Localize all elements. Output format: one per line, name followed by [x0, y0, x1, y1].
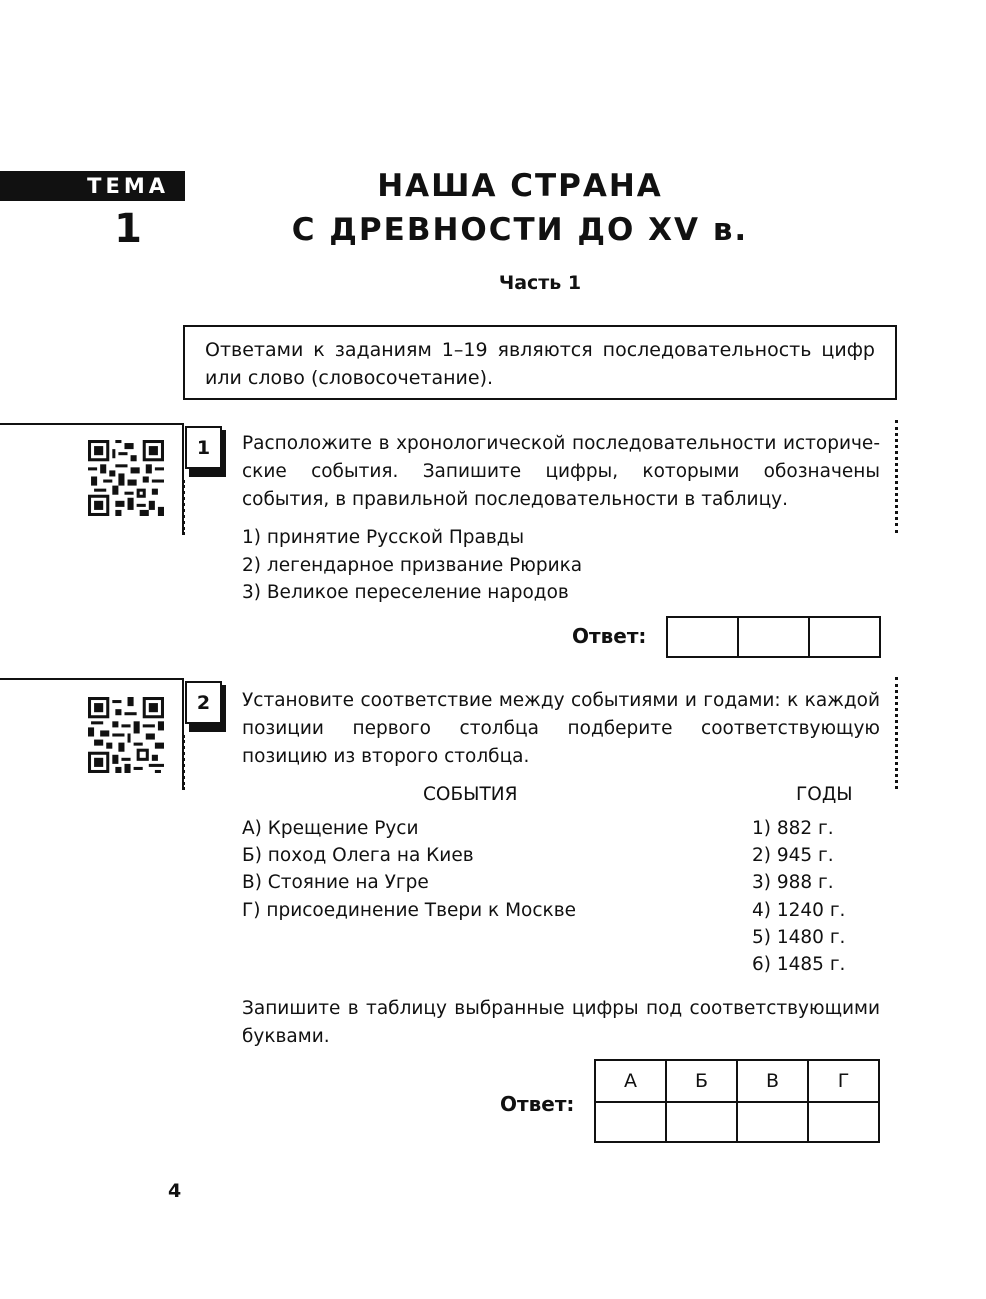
theme-label: ТЕМА — [0, 171, 185, 201]
task-2-answer-label: Ответ: — [500, 1092, 575, 1116]
task-1-answer-cell[interactable] — [809, 617, 880, 657]
instructions-box: Ответами к заданиям 1–19 являются последовательность цифр или слово (словосочетание). — [183, 325, 897, 400]
task-2-number: 2 — [185, 681, 222, 724]
page-title-line-1: НАША СТРАНА — [377, 168, 663, 204]
task-2-left-dotted — [182, 735, 185, 790]
task-1-option-1: 1) принятие Русской Правды — [242, 527, 525, 548]
task-1-left-dotted — [182, 480, 185, 535]
task-1-option-2: 2) легендарное призвание Рюрика — [242, 555, 583, 576]
year-item-1: 1) 882 г. — [752, 818, 834, 839]
event-item-a: А) Крещение Руси — [242, 818, 419, 839]
year-item-4: 4) 1240 г. — [752, 900, 846, 921]
task-2-qr-code-icon[interactable] — [88, 695, 164, 775]
task-2-answer-cell[interactable] — [666, 1102, 737, 1142]
task-1-left-rule — [0, 423, 184, 425]
answer-letter-g: Г — [808, 1060, 879, 1102]
events-column-header: СОБЫТИЯ — [423, 784, 518, 805]
page-number: 4 — [168, 1180, 182, 1202]
task-1-option-3: 3) Великое переселение народов — [242, 582, 569, 603]
part-heading: Часть 1 — [498, 272, 582, 294]
task-1-answer-cell[interactable] — [738, 617, 809, 657]
page-title-line-2: С ДРЕВНОСТИ ДО XV в. — [291, 212, 749, 248]
task-2-answer-cell[interactable] — [595, 1102, 666, 1142]
task-1-qr-code-icon[interactable] — [88, 438, 164, 518]
year-item-2: 2) 945 г. — [752, 845, 834, 866]
task-1-answer-label: Ответ: — [572, 624, 647, 648]
year-item-6: 6) 1485 г. — [752, 954, 846, 975]
answer-letter-v: В — [737, 1060, 808, 1102]
task-1-number: 1 — [185, 426, 222, 469]
answer-letter-b: Б — [666, 1060, 737, 1102]
years-column-header: ГОДЫ — [796, 784, 853, 805]
task-2-text: Установите соответствие между событиями и годами: к каждой позиции первого столбца подберите соответствующую позицию из второго столбца. — [242, 690, 880, 767]
task-2-answer-table — [594, 1059, 880, 1143]
task-2-right-dotted — [895, 677, 898, 789]
answer-letter-a: А — [595, 1060, 666, 1102]
task-1-text: Расположите в хронологической последовательности историче-ские события. Запишите цифры, которыми обозначены события, в правильной последовательности в таблицу. — [242, 433, 880, 510]
event-item-v: В) Стояние на Угре — [242, 872, 429, 893]
task-1-answer-cell[interactable] — [667, 617, 738, 657]
task-2-answer-cell[interactable] — [808, 1102, 879, 1142]
event-item-b: Б) поход Олега на Киев — [242, 845, 474, 866]
event-item-g: Г) присоединение Твери к Москве — [242, 900, 576, 921]
task-1-right-dotted — [895, 420, 898, 533]
year-item-3: 3) 988 г. — [752, 872, 834, 893]
task-2-answer-cell[interactable] — [737, 1102, 808, 1142]
theme-number: 1 — [114, 206, 142, 252]
task-2-instruction: Запишите в таблицу выбранные цифры под соответствующими буквами. — [242, 998, 880, 1047]
year-item-5: 5) 1480 г. — [752, 927, 846, 948]
task-1-answer-table — [666, 616, 881, 658]
task-2-left-rule — [0, 678, 184, 680]
